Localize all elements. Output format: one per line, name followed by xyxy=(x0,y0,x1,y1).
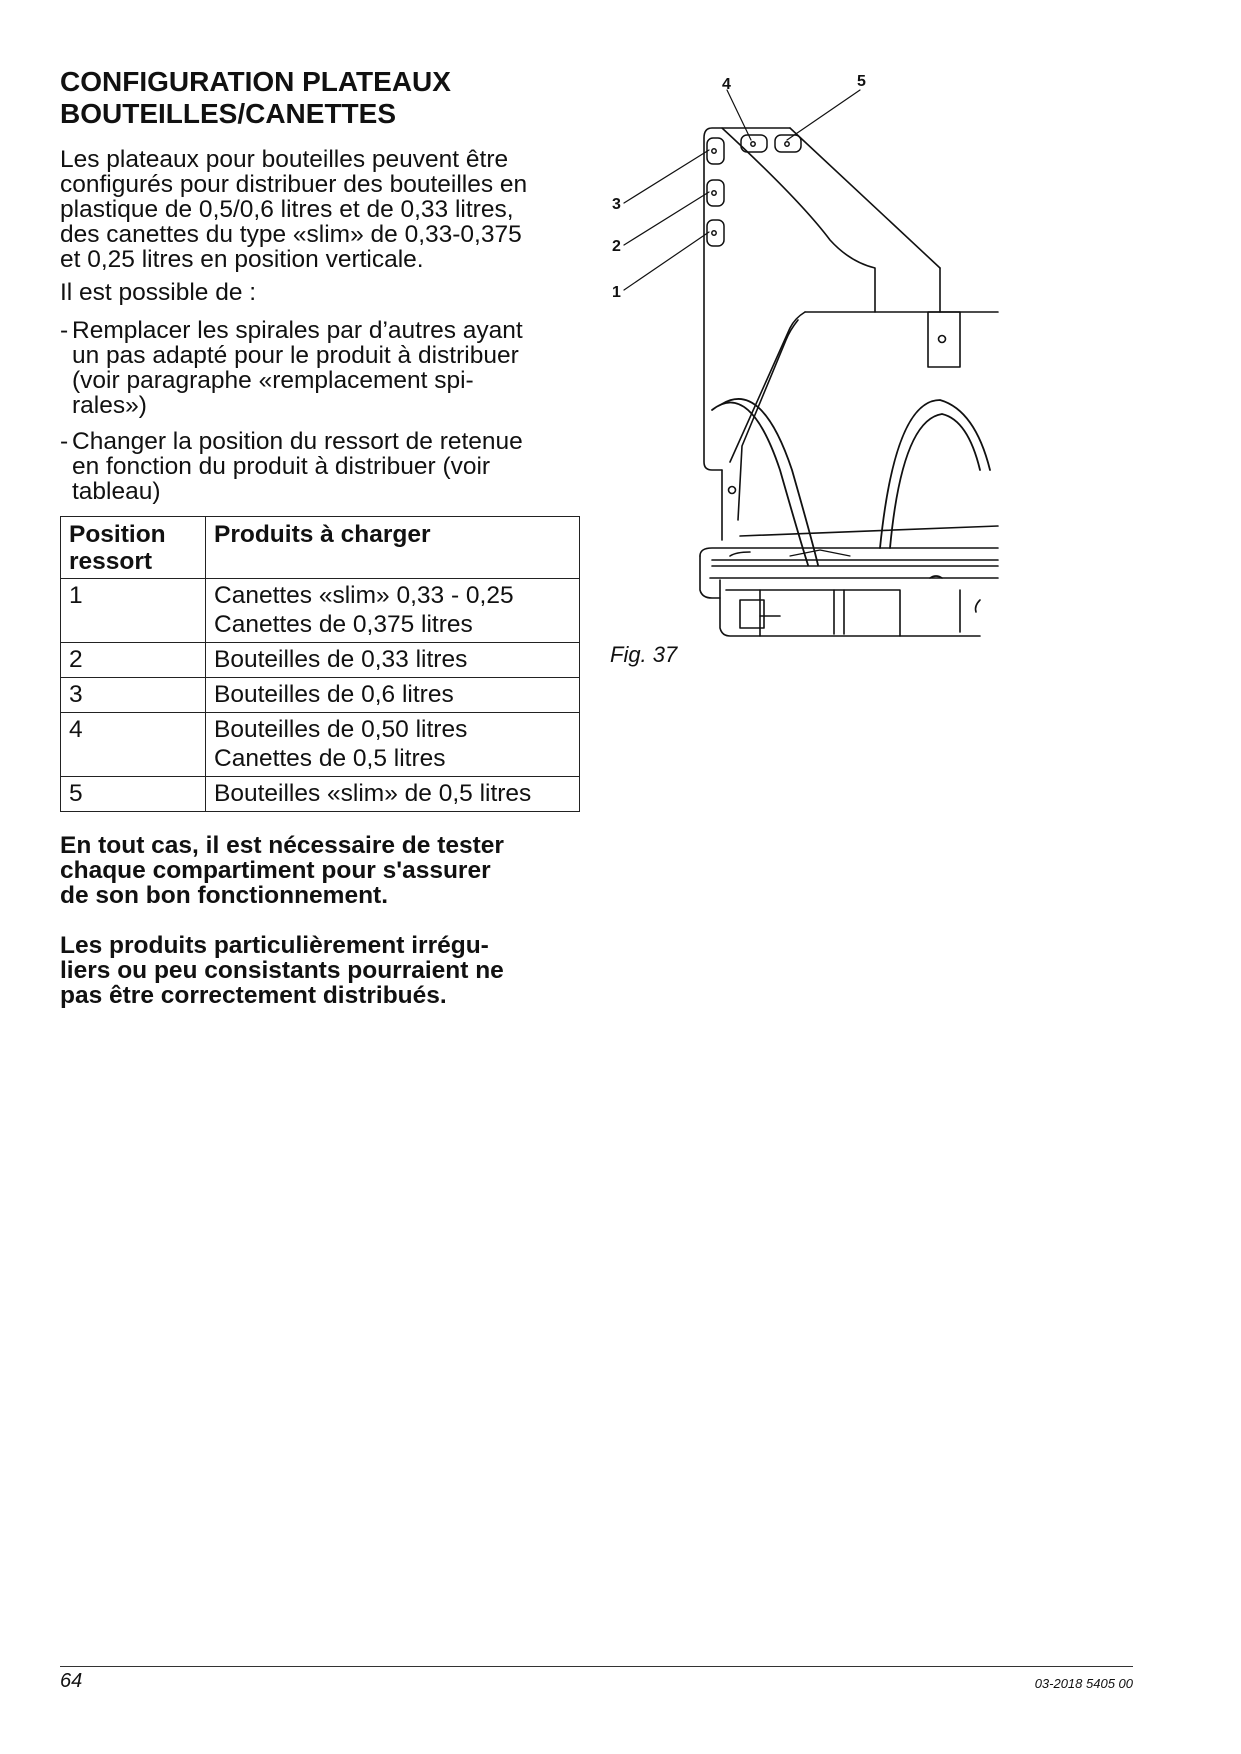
intro-line: plastique de 0,5/0,6 litres et de 0,33 litres, xyxy=(60,196,514,223)
product-line: Canettes de 0,5 litres xyxy=(214,745,446,772)
cell-products xyxy=(206,678,580,713)
table-row xyxy=(61,678,580,713)
header-products: Produits à charger xyxy=(206,517,580,579)
bullet-line: tableau) xyxy=(72,478,161,505)
intro-line: et 0,25 litres en position verticale. xyxy=(60,246,424,273)
header-position-line-2: ressort xyxy=(69,548,153,575)
warning-line: pas être correctement distribués. xyxy=(60,982,447,1009)
intro-line: Les plateaux pour bouteilles peuvent être xyxy=(60,146,509,173)
intro-paragraph xyxy=(60,147,590,272)
product-line: Bouteilles de 0,50 litres xyxy=(214,716,468,743)
bullet-line: Changer la position du ressort de retenue xyxy=(72,428,523,455)
page-title xyxy=(60,66,580,130)
bullet-line: rales») xyxy=(72,392,147,419)
tray-frame xyxy=(740,526,998,536)
callout-4: 4 xyxy=(722,76,731,93)
spiral-wire xyxy=(712,403,808,566)
cell-position: 1 xyxy=(61,579,206,643)
cell-products xyxy=(206,777,580,812)
table-row xyxy=(61,643,580,678)
warning-line: En tout cas, il est nécessaire de tester xyxy=(60,832,504,859)
intro-line: des canettes du type «slim» de 0,33-0,375 xyxy=(60,221,522,248)
bracket xyxy=(928,312,960,367)
warning-line: liers ou peu consistants pourraient ne xyxy=(60,957,504,984)
tray-spring-diagram xyxy=(596,70,1016,650)
warning-line: Les produits particulièrement irrégu- xyxy=(60,932,489,959)
cell-position: 3 xyxy=(61,678,206,713)
document-reference: 03-2018 5405 00 xyxy=(1034,1676,1133,1691)
table-row xyxy=(61,713,580,777)
bullet-line: (voir paragraphe «remplacement spi- xyxy=(72,367,474,394)
spiral-coil xyxy=(880,400,990,548)
warning-test-compartments xyxy=(60,833,580,908)
product-line: Bouteilles de 0,6 litres xyxy=(214,681,454,708)
bullet-item-spring xyxy=(60,429,580,504)
table-row xyxy=(61,579,580,643)
product-line: Canettes de 0,375 litres xyxy=(214,611,473,638)
figure-caption: Fig. 37 xyxy=(610,642,678,667)
cell-position: 5 xyxy=(61,777,206,812)
spring-position-table xyxy=(60,516,580,812)
side-panel xyxy=(704,128,875,470)
table-header-row xyxy=(61,517,580,579)
possible-text: Il est possible de : xyxy=(60,279,257,306)
cell-position: 4 xyxy=(61,713,206,777)
bullet-dash: - xyxy=(60,317,69,344)
footer-divider xyxy=(60,1666,1133,1667)
page-title-line-1: CONFIGURATION PLATEAUX xyxy=(60,66,451,97)
bullet-list xyxy=(60,318,580,515)
bullet-line: un pas adapté pour le produit à distribuer xyxy=(72,342,519,369)
cell-products xyxy=(206,713,580,777)
bullet-line: Remplacer les spirales par d’autres ayant xyxy=(72,317,523,344)
warning-irregular-products xyxy=(60,933,580,1008)
product-line: Bouteilles «slim» de 0,5 litres xyxy=(214,780,532,807)
page-title-line-2: BOUTEILLES/CANETTES xyxy=(60,98,397,129)
page-number: 64 xyxy=(60,1670,83,1692)
product-line: Bouteilles de 0,33 litres xyxy=(214,646,468,673)
intro-line: configurés pour distribuer des bouteilles en xyxy=(60,171,528,198)
warning-line: chaque compartiment pour s'assurer xyxy=(60,857,491,884)
callout-5: 5 xyxy=(857,73,866,90)
callout-leaders xyxy=(624,90,860,290)
header-position-line-1: Position xyxy=(69,521,166,548)
bullet-item-spirals xyxy=(60,318,580,418)
cell-position: 2 xyxy=(61,643,206,678)
callout-3: 3 xyxy=(612,196,621,213)
callout-2: 2 xyxy=(612,238,621,255)
callout-1: 1 xyxy=(612,284,621,301)
cell-products xyxy=(206,579,580,643)
cell-products xyxy=(206,643,580,678)
warning-line: de son bon fonctionnement. xyxy=(60,882,389,909)
bullet-dash: - xyxy=(60,428,69,455)
product-line: Canettes «slim» 0,33 - 0,25 xyxy=(214,582,514,609)
slot-5 xyxy=(775,135,801,152)
bullet-line: en fonction du produit à distribuer (voir xyxy=(72,453,491,480)
header-position xyxy=(61,517,206,579)
table-row xyxy=(61,777,580,812)
